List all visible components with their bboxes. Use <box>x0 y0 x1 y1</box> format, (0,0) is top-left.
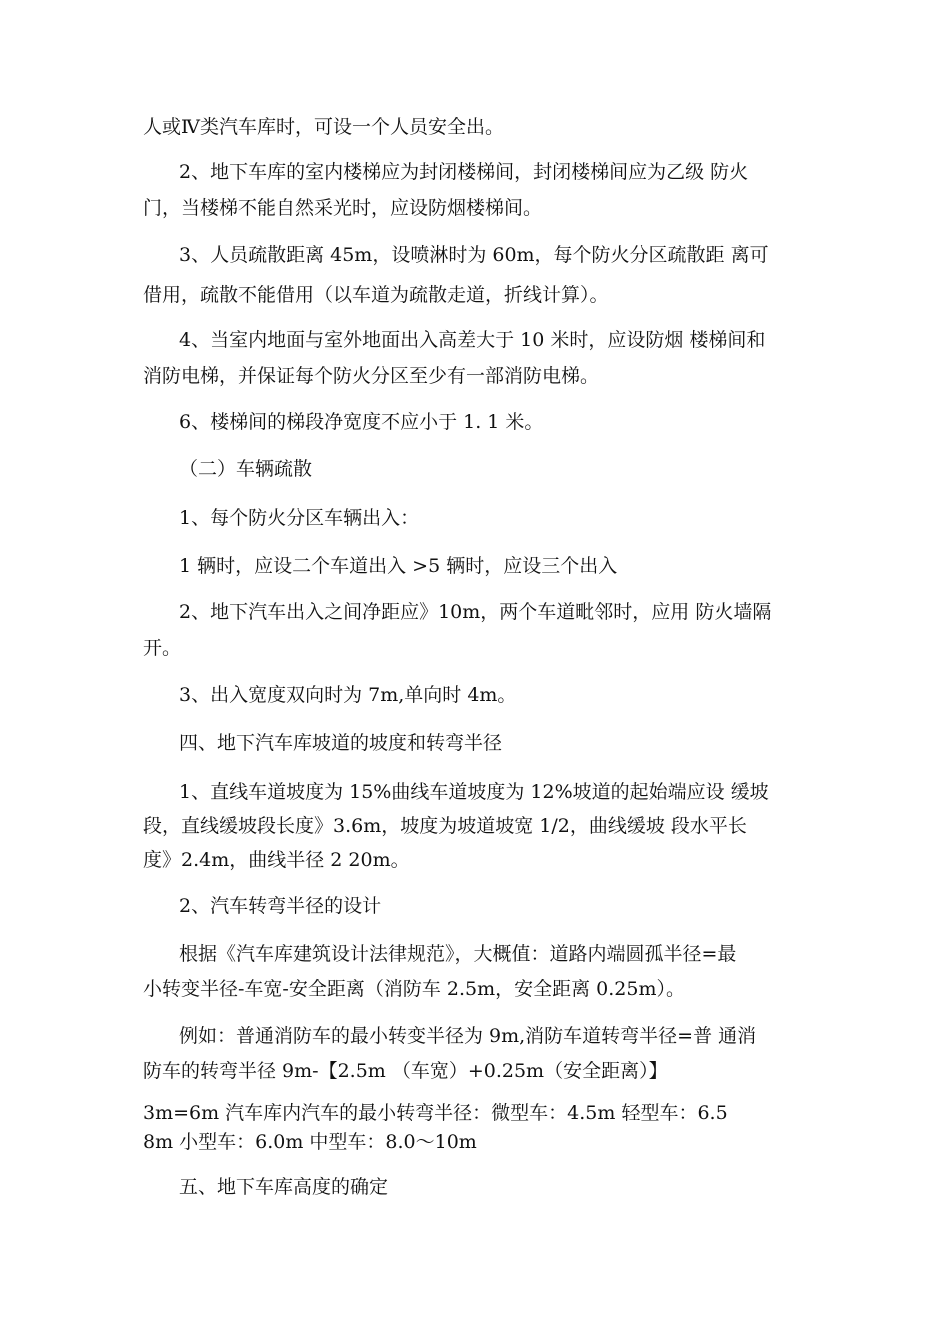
text-line: 3、人员疏散距离 45m，设喷淋时为 60m，每个防火分区疏散距 离可 <box>179 244 769 266</box>
section-heading: 四、地下汽车库坡道的坡度和转弯半径 <box>179 732 503 754</box>
text-line: 4、当室内地面与室外地面出入高差大于 10 米时，应设防烟 楼梯间和 <box>179 329 766 351</box>
text-line: 人或Ⅳ类汽车库时，可设一个人员安全出。 <box>143 116 504 138</box>
text-line: 段，直线缓坡段长度》3.6m，坡度为坡道坡宽 1/2，曲线缓坡 段水平长 <box>143 815 747 837</box>
text-line: 度》2.4m，曲线半径 2 20m。 <box>143 849 410 871</box>
section-heading: （二）车辆疏散 <box>179 458 313 480</box>
text-line: 8m 小型车：6.0m 中型车：8.0〜10m <box>143 1131 477 1153</box>
text-line: 借用，疏散不能借用（以车道为疏散走道，折线计算）。 <box>143 284 609 306</box>
text-line: 2、地下车库的室内楼梯应为封闭楼梯间，封闭楼梯间应为乙级 防火 <box>179 161 749 183</box>
text-line: 1、每个防火分区车辆出入： <box>179 507 420 529</box>
text-line: 1 辆时，应设二个车道出入 >5 辆时，应设三个出入 <box>179 555 618 577</box>
text-line: 防车的转弯半径 9m-【2.5m （车宽）+0.25m（安全距离）】 <box>143 1060 668 1082</box>
text-line: 2、汽车转弯半径的设计 <box>179 895 382 917</box>
text-line: 消防电梯，并保证每个防火分区至少有一部消防电梯。 <box>143 365 600 387</box>
text-line: 开。 <box>143 637 182 659</box>
section-heading: 五、地下车库高度的确定 <box>179 1176 389 1198</box>
text-line: 例如：普通消防车的最小转变半径为 9m,消防车道转弯半径=普 通消 <box>179 1025 757 1047</box>
text-line: 3、出入宽度双向时为 7m,单向时 4m。 <box>179 684 517 706</box>
text-line: 小转变半径-车宽-安全距离（消防车 2.5m，安全距离 0.25m）。 <box>143 978 685 1000</box>
text-line: 3m=6m 汽车库内汽车的最小转弯半径：微型车：4.5m 轻型车：6.5 <box>143 1102 728 1124</box>
text-line: 1、直线车道坡度为 15%曲线车道坡度为 12%坡道的起始端应设 缓坡 <box>179 781 769 803</box>
text-line: 门，当楼梯不能自然采光时，应设防烟楼梯间。 <box>143 197 543 219</box>
text-line: 6、楼梯间的梯段净宽度不应小于 1. 1 米。 <box>179 411 544 433</box>
text-line: 2、地下汽车出入之间净距应》10m，两个车道毗邻时，应用 防火墙隔 <box>179 601 772 623</box>
text-line: 根据《汽车库建筑设计法律规范》，大概值：道路内端圆孤半径=最 <box>179 943 737 965</box>
